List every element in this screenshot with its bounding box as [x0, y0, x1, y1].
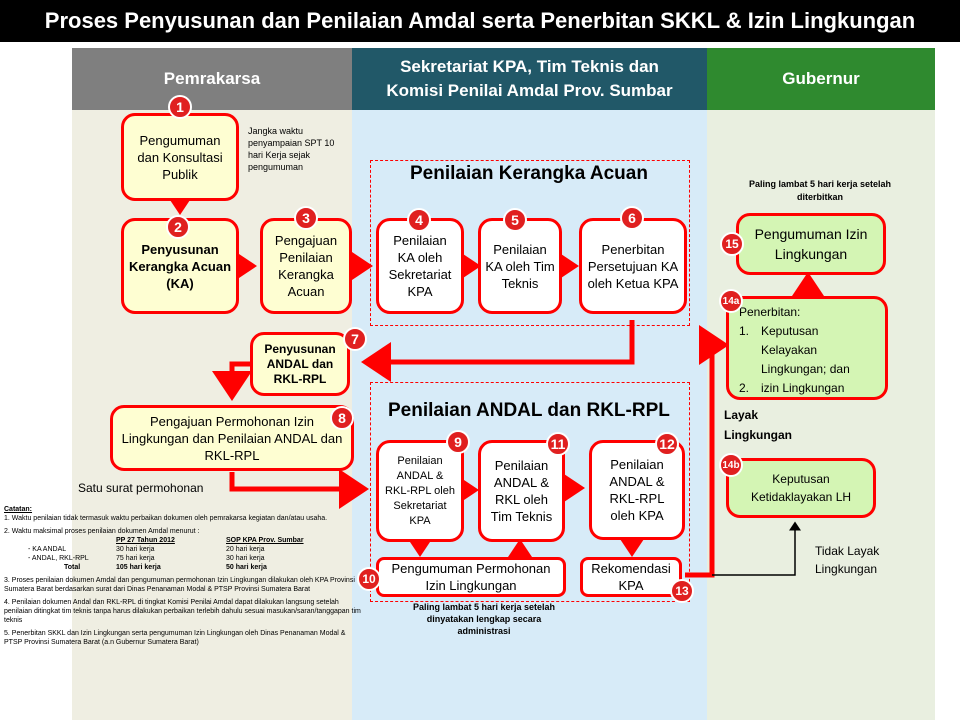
- note-2: 2. Waktu maksimal proses penilaian dokumen Amdal menurut :: [4, 528, 200, 535]
- note-3: 3. Proses penilaian dokumen Amdal dan pengumuman permohonan Izin Lingkungan dilakukan oleh KPA Provinsi Sumatera Barat berdasarkan surat dari Dinas Penanaman Modal & PTSP Provinsi Sumatera Barat: [4, 577, 355, 593]
- step-6-label: Penerbitan Persetujuan KA oleh Ketua KPA: [587, 241, 679, 291]
- badge-7: 7: [343, 327, 367, 351]
- step-13-rekomendasi-kpa: [580, 557, 682, 597]
- badge-4: 4: [407, 208, 431, 232]
- badge-14a: 14a: [719, 289, 743, 313]
- step-8-pengajuan-permohonan-izin: [110, 405, 354, 471]
- note-2-table: [28, 536, 364, 572]
- badge-14b: 14b: [719, 453, 743, 477]
- badge-13: 13: [670, 579, 694, 603]
- badge-8: 8: [330, 406, 354, 430]
- step-14a-item-1: 1. Keputusan Kelayakan Lingkungan; dan: [739, 322, 875, 379]
- step-15-label: Pengumuman Izin Lingkungan: [754, 226, 868, 262]
- note-2-row-pp: 30 hari kerja: [116, 546, 155, 553]
- step-14a-content: [739, 303, 875, 398]
- step-6-penerbitan-persetujuan-ka: [579, 218, 687, 314]
- badge-1: 1: [168, 95, 192, 119]
- step-15-pengumuman-izin: [736, 213, 886, 275]
- note-2-row-label: Total: [64, 564, 81, 571]
- step-7-label: Penyusunan ANDAL dan RKL-RPL: [264, 341, 336, 386]
- step-14b-label: Keputusan Ketidaklayakan LH: [750, 472, 852, 504]
- annotation-tidak-layak: Tidak Layak Lingkungan: [815, 544, 880, 576]
- step-5-penilaian-ka-tim-teknis: [478, 218, 562, 314]
- step-9-label: Penilaian ANDAL & RKL-RPL oleh Sekretariat KPA: [385, 454, 455, 527]
- step-3-pengajuan-penilaian-ka: [260, 218, 352, 314]
- note-2-table-head: [28, 536, 364, 545]
- step-11-label: Penilaian ANDAL & RKL oleh Tim Teknis: [490, 458, 553, 524]
- badge-9: 9: [446, 430, 470, 454]
- step-14a-penerbitan: [726, 296, 888, 400]
- step-14a-item-2: 2. izin Lingkungan: [739, 379, 875, 398]
- note-2-row-sop: 20 hari kerja: [226, 546, 265, 553]
- step-5-label: Penilaian KA oleh Tim Teknis: [485, 241, 555, 291]
- note-1: 1. Waktu penilaian tidak termasuk waktu perbaikan dokumen oleh pemrakarsa kegiatan dan/atau usaha.: [4, 515, 328, 522]
- annotation-layak: Layak Lingkungan: [724, 408, 792, 442]
- note-2-row-label: - ANDAL, RKL-RPL: [28, 555, 89, 562]
- step-9-penilaian-andal-sekretariat: [376, 440, 464, 542]
- note-2-row-pp: 105 hari kerja: [116, 564, 161, 571]
- note-4: 4. Penilaian dokumen Andal dan RKL-RPL di tingkat Komisi Penilai Amdal dapat dilakukan langsung setelah penilaian ditingkat tim teknis tanpa harus dilakukan perbaikan terlebih dahulu sesuai masukan/saran/tanggapan tim teknis: [4, 599, 361, 624]
- note-2-row-label: - KA ANDAL: [28, 546, 67, 553]
- badge-10: 10: [357, 567, 381, 591]
- annotation-paling-lambat-bottom: Paling lambat 5 hari kerja setelah dinyatakan lengkap secara administrasi: [412, 602, 556, 636]
- step-12-label: Penilaian ANDAL & RKL-RPL oleh KPA: [609, 457, 665, 523]
- step-4-penilaian-ka-sekretariat: [376, 218, 464, 314]
- column-header-sekretariat-line2: Komisi Penilai Amdal Prov. Sumbar: [386, 81, 673, 100]
- note-2-row-pp: 75 hari kerja: [116, 555, 155, 562]
- badge-12: 12: [655, 432, 679, 456]
- column-header-pemrakarsa: Pemrakarsa: [72, 48, 352, 110]
- step-8-label: Pengajuan Permohonan Izin Lingkungan dan Penilaian ANDAL dan RKL-RPL: [121, 413, 343, 463]
- step-14a-item-2-text: izin Lingkungan: [761, 381, 845, 395]
- step-1-label: Pengumuman dan Konsultasi Publik: [137, 132, 223, 182]
- step-1-pengumuman-konsultasi: [121, 113, 239, 201]
- badge-6: 6: [620, 206, 644, 230]
- annotation-satu-surat: Satu surat permohonan: [78, 481, 204, 495]
- step-10-label: Pengumuman Permohonan Izin Lingkungan: [391, 561, 551, 593]
- note-5: 5. Penerbitan SKKL dan Izin Lingkungan serta pengumuman Izin Lingkungan oleh Dinas Penanaman Modal & PTSP Provinsi Sumatera Barat (a.n Gubernur Sumatera Barat): [4, 630, 346, 646]
- note-2-head-sop: SOP KPA Prov. Sumbar: [226, 537, 304, 544]
- section-title-ka: Penilaian Kerangka Acuan: [410, 163, 648, 184]
- step-10-pengumuman-permohonan: [376, 557, 566, 597]
- badge-5: 5: [503, 208, 527, 232]
- step-4-label: Penilaian KA oleh Sekretariat KPA: [388, 233, 452, 299]
- badge-2: 2: [166, 215, 190, 239]
- badge-15: 15: [720, 232, 744, 256]
- column-header-gubernur: Gubernur: [707, 48, 935, 110]
- note-2-row-total: [28, 563, 364, 572]
- step-14b-keputusan-ketidaklayakan: [726, 458, 876, 518]
- step-14a-title: Penerbitan:: [739, 305, 801, 319]
- badge-3: 3: [294, 206, 318, 230]
- step-7-penyusunan-andal: [250, 332, 350, 396]
- section-title-andal: Penilaian ANDAL dan RKL-RPL: [388, 400, 670, 421]
- note-2-row: [28, 545, 364, 554]
- step-14a-item-1-text: Keputusan Kelayakan Lingkungan; dan: [761, 324, 850, 376]
- column-header-sekretariat-line1: Sekretariat KPA, Tim Teknis dan: [400, 57, 659, 76]
- page-title: Proses Penyusunan dan Penilaian Amdal serta Penerbitan SKKL & Izin Lingkungan: [0, 0, 960, 42]
- badge-11: 11: [546, 432, 570, 456]
- step-2-label: Penyusunan Kerangka Acuan (KA): [128, 241, 232, 291]
- notes-block: [4, 505, 364, 647]
- note-2-head-pp: PP 27 Tahun 2012: [116, 537, 175, 544]
- step-13-label: Rekomendasi KPA: [591, 561, 671, 593]
- annotation-paling-lambat-top: Paling lambat 5 hari kerja setelah diterbitkan: [748, 179, 892, 202]
- note-2-row: [28, 554, 364, 563]
- note-2-row-sop: 50 hari kerja: [226, 564, 267, 571]
- notes-heading: Catatan:: [4, 506, 33, 513]
- step-3-label: Pengajuan Penilaian Kerangka Acuan: [274, 233, 338, 299]
- step-11-penilaian-andal-tim-teknis: [478, 440, 565, 542]
- annotation-jangka-waktu: Jangka waktu penyampaian SPT 10 hari Kerja sejak pengumuman: [248, 126, 335, 172]
- note-2-row-sop: 30 hari kerja: [226, 555, 265, 562]
